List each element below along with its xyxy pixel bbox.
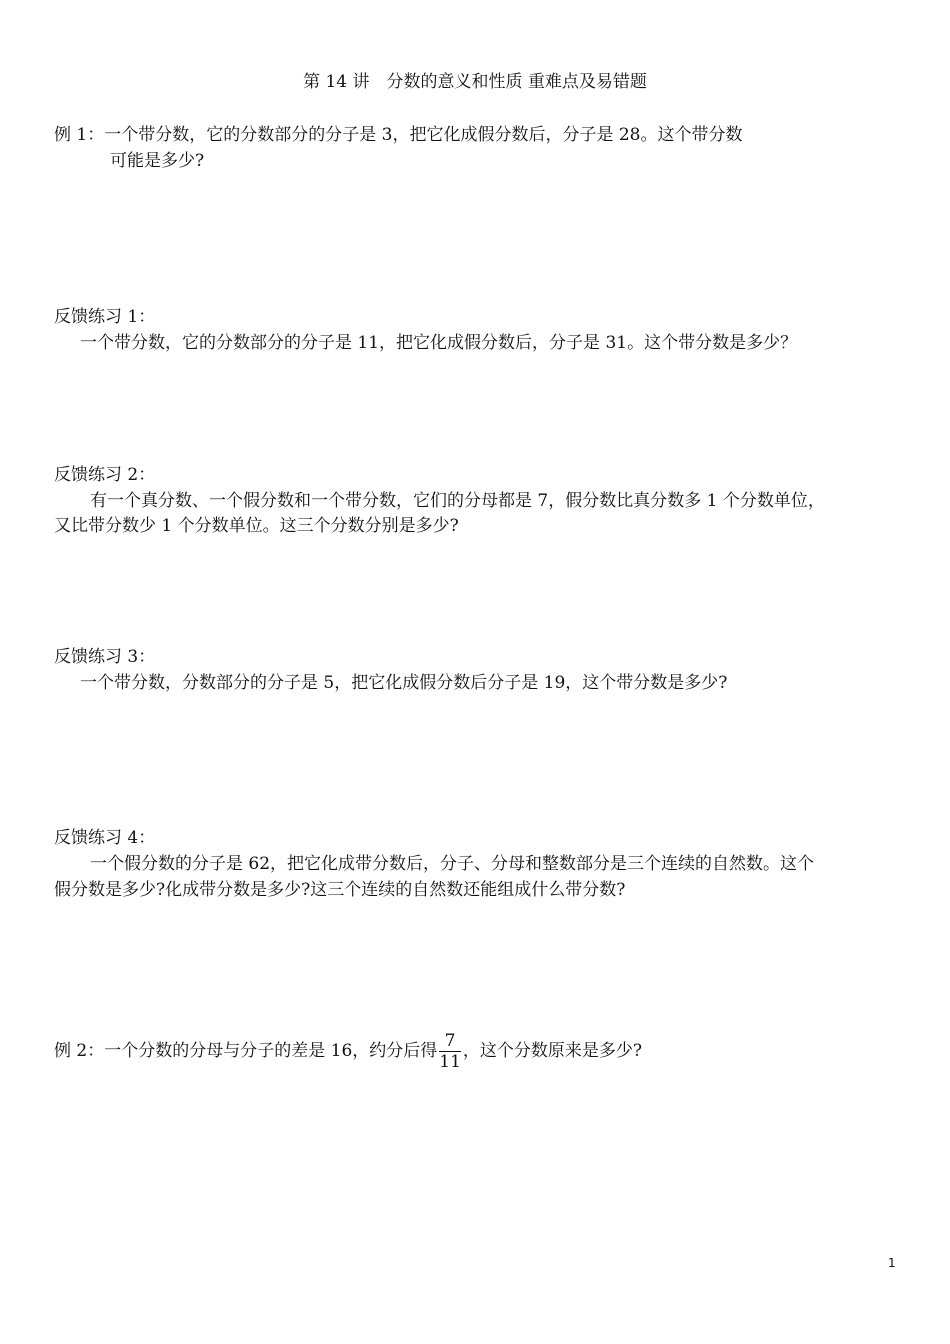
example2-text-after: ，这个分数原来是多少? [462,1041,643,1061]
fraction-seven-elevenths [439,1032,461,1071]
practice4-heading: 反馈练习 4： [54,828,156,848]
page-title: 第 14 讲 分数的意义和性质 重难点及易错题 [303,72,647,92]
practice1-heading: 反馈练习 1： [54,307,156,327]
example1-line1: 例 1：一个带分数，它的分数部分的分子是 3，把它化成假分数后，分子是 28。这个带分数 [54,125,743,145]
practice3-heading: 反馈练习 3： [54,647,156,667]
practice1-line1: 一个带分数，它的分数部分的分子是 11，把它化成假分数后，分子是 31。这个带分数是多少？ [80,333,798,353]
practice4-line2: 假分数是多少?化成带分数是多少?这三个连续的自然数还能组成什么带分数? [54,880,626,900]
example2-line [54,1032,642,1071]
practice3-line1: 一个带分数，分数部分的分子是 5，把它化成假分数后分子是 19，这个带分数是多少? [80,673,728,693]
practice4-line1: 一个假分数的分子是 62，把它化成带分数后，分子、分母和整数部分是三个连续的自然数。这个 [90,854,815,874]
fraction-numerator: 7 [444,1031,456,1051]
fraction-denominator: 11 [439,1052,461,1072]
practice2-heading: 反馈练习 2： [54,465,156,485]
example1-line2: 可能是多少? [110,151,205,171]
practice2-line1: 有一个真分数、一个假分数和一个带分数，它们的分母都是 7，假分数比真分数多 1 个分数单位， [90,491,825,511]
page-number: 1 [888,1256,896,1270]
example2-text-before: 例 2：一个分数的分母与分子的差是 16，约分后得 [54,1041,438,1061]
practice2-line2: 又比带分数少 1 个分数单位。这三个分数分别是多少? [54,516,459,536]
